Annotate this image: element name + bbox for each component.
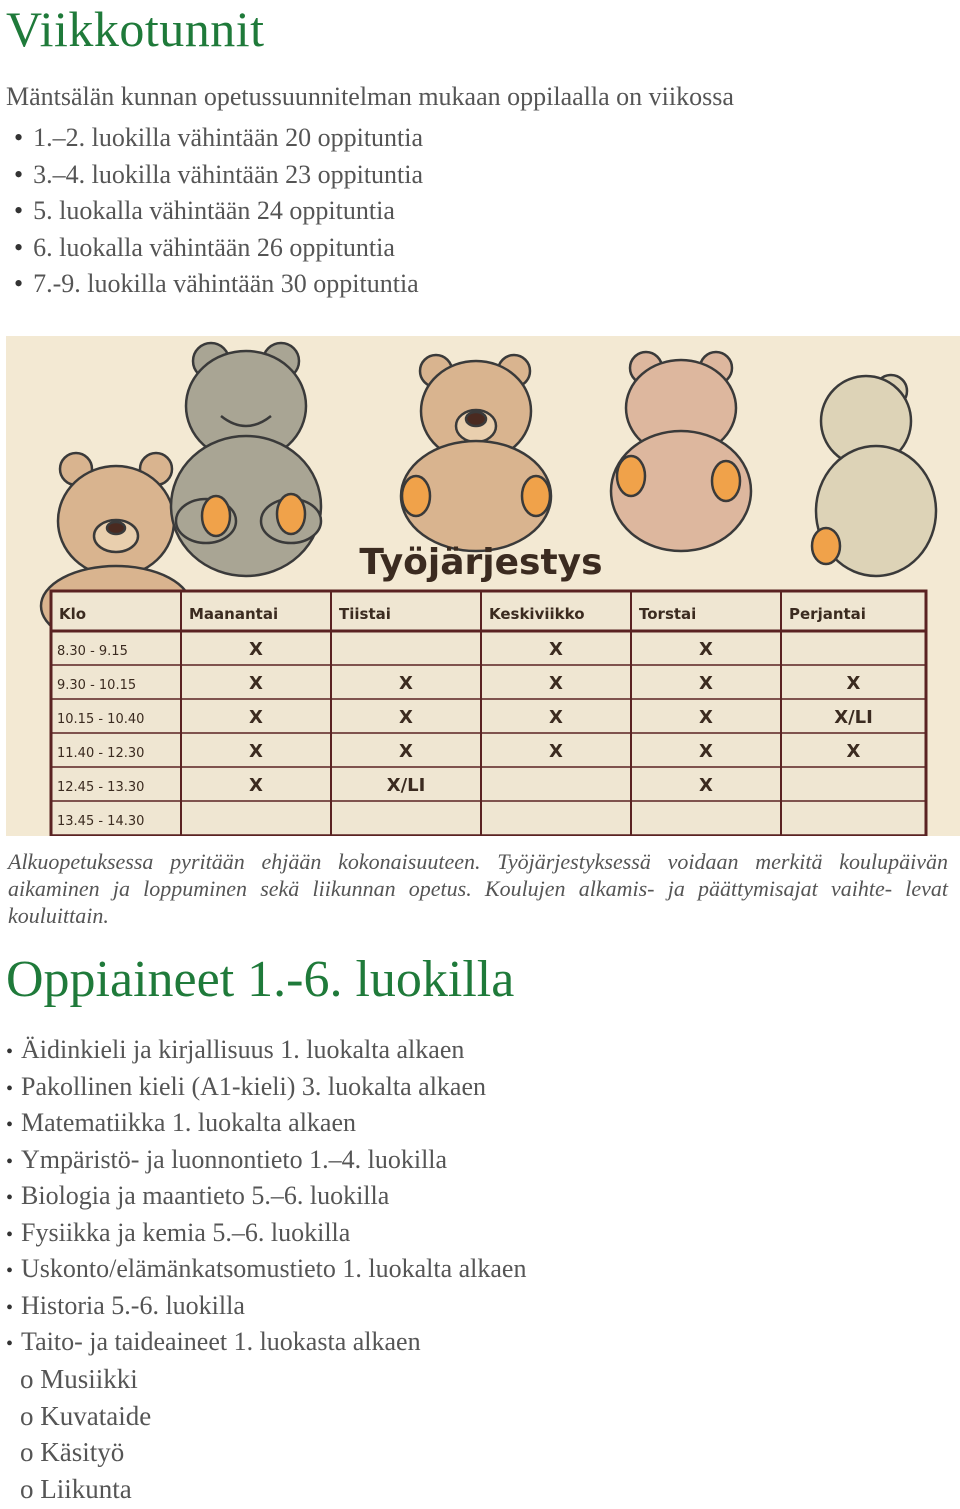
arts-sublist [20,1361,151,1507]
list-item: • Fysiikka ja kemia 5.–6. luokilla [6,1215,526,1252]
list-item: • Historia 5.-6. luokilla [6,1288,526,1325]
schedule-cell: X [549,707,563,728]
schedule-cell: X [699,673,713,694]
schedule-cell: X [249,639,263,660]
table-header: Tiistai [339,605,391,623]
photo-caption: Alkuopetuksessa pyritään ehjään kokonaisuuteen. Työjärjestyksessä voidaan merkitä koulupäivän aikaminen ja loppuminen sekä liikunnan opetus. Koulujen alkamis- ja päättymisajat vaihte- levat kouluittain. [8,849,948,928]
bear-icon [401,355,551,551]
section-heading: Oppiaineet 1.-6. luokilla [6,951,515,1008]
schedule-cell: X [249,707,263,728]
schedule-cell: X [249,741,263,762]
list-item: • 1.–2. luokilla vähintään 20 oppituntia [14,120,423,157]
schedule-cell: X [249,673,263,694]
page-title: Viikkotunnit [6,1,265,57]
schedule-cell: X [549,673,563,694]
bear-icon [611,352,751,551]
schedule-cell: X/LI [386,775,426,796]
list-item: • Taito- ja taideaineet 1. luokasta alkaen [6,1324,526,1361]
list-item: o Musiikki [20,1361,151,1398]
schedule-cell: X [699,639,713,660]
list-item: • 6. luokalla vähintään 26 oppituntia [14,230,423,267]
schedule-cell: X [699,775,713,796]
list-item: • 7.-9. luokilla vähintään 30 oppituntia [14,266,423,303]
schedule-cell: X [249,775,263,796]
list-item: • Uskonto/elämänkatsomustieto 1. luokalta alkaen [6,1251,526,1288]
time-cell: 13.45 - 14.30 [57,814,145,829]
grade-hours-list [14,120,423,303]
schedule-photo [6,336,960,836]
schedule-title: Työjärjestys [359,542,603,583]
bear-icon [171,343,321,576]
schedule-cell: X/LI [834,707,873,728]
table-header: Torstai [639,605,697,623]
schedule-cell: X [399,707,413,728]
schedule-cell: X [549,741,563,762]
schedule-cell: X [549,639,563,660]
list-item: • 3.–4. luokilla vähintään 23 oppituntia [14,157,423,194]
time-cell: 10.15 - 10.40 [57,712,145,727]
table-header: Keskiviikko [489,605,585,623]
schedule-cell: X [399,741,413,762]
schedule-cell: X [399,673,413,694]
schedule-cell: X [699,741,713,762]
list-item: • Matematiikka 1. luokalta alkaen [6,1105,526,1142]
schedule-cell: X [846,673,861,694]
time-cell: 11.40 - 12.30 [57,746,145,761]
list-item: • Ympäristö- ja luonnontieto 1.–4. luokilla [6,1142,526,1179]
list-item: • Pakollinen kieli (A1-kieli) 3. luokalta alkaen [6,1069,526,1106]
table-header: Perjantai [789,605,866,623]
time-cell: 8.30 - 9.15 [57,644,128,659]
subjects-list [6,1032,526,1361]
list-item: o Kuvataide [20,1398,151,1435]
list-item: • Äidinkieli ja kirjallisuus 1. luokalta alkaen [6,1032,526,1069]
time-cell: 12.45 - 13.30 [57,780,145,795]
list-item: o Käsityö [20,1434,151,1471]
schedule-cell: X [846,741,861,762]
table-header: Maanantai [189,605,279,623]
bear-icon [812,375,936,576]
table-header: Klo [59,605,87,623]
list-item: • 5. luokalla vähintään 24 oppituntia [14,193,423,230]
time-cell: 9.30 - 10.15 [57,678,137,693]
list-item: • Biologia ja maantieto 5.–6. luokilla [6,1178,526,1215]
intro-text: Mäntsälän kunnan opetussuunnitelman mukaan oppilaalla on viikossa [6,82,734,111]
list-item: o Liikunta [20,1471,151,1508]
schedule-cell: X [699,707,713,728]
schedule-illustration [6,336,960,836]
